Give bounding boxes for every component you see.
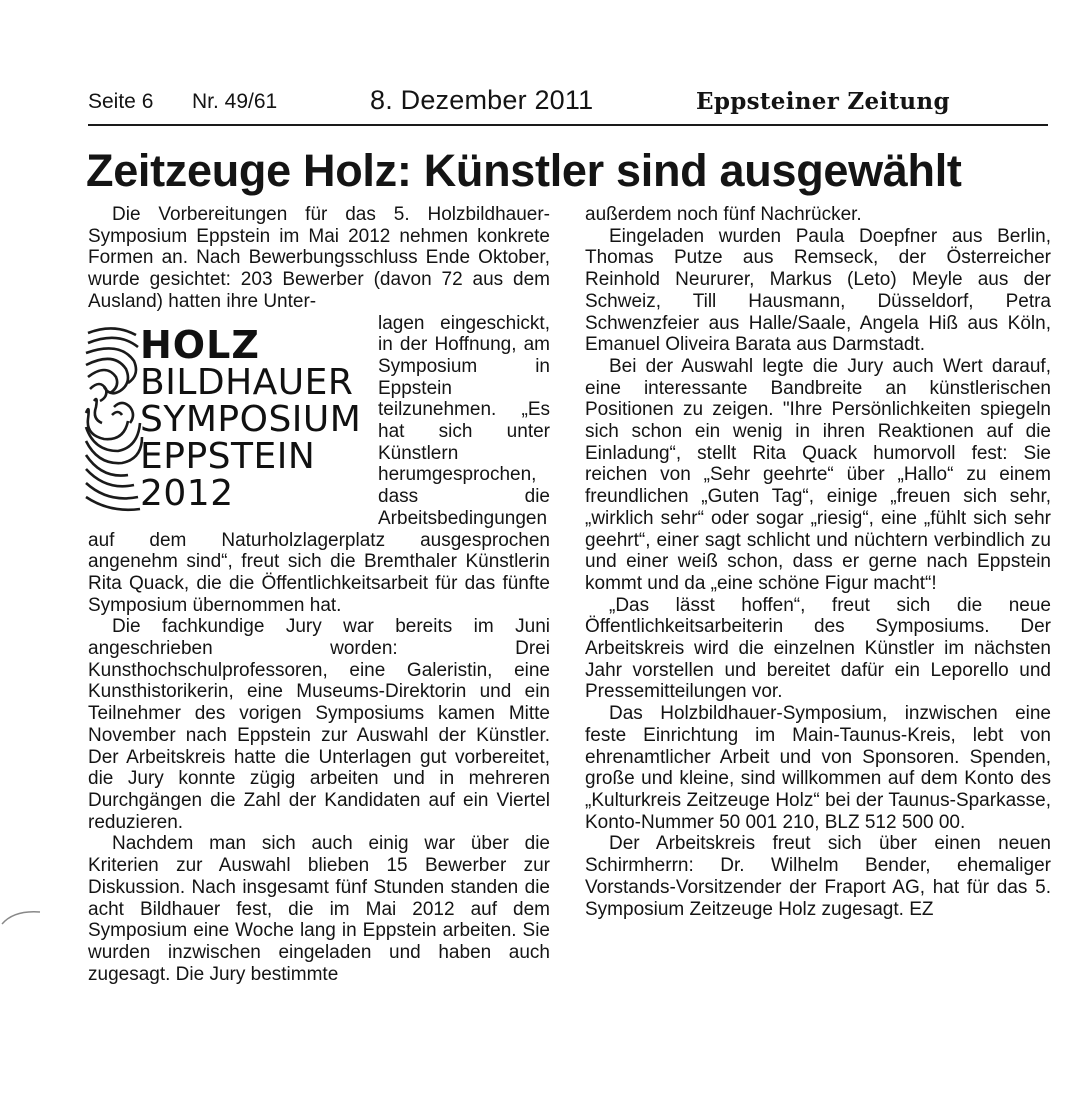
logo-line-year: 2012: [140, 472, 234, 514]
paragraph: Eingeladen wurden Paula Doepfner aus Berlin, Thomas Putze aus Remseck, der Österreicher Reinhold Neururer, Markus (Leto) Meyle aus der Schweiz, Till Hausmann, Düsseldorf, Petra Schwenzfeier aus Halle/Saale, Angela Hiß aus Köln, Emanuel Oliveira Barata aus Darmstadt.: [585, 225, 1051, 356]
paragraph: Nachdem man sich auch einig war über die Kriterien zur Auswahl blieben 15 Bewerber zur Diskussion. Nach insgesamt fünf Stunden standen die acht Bildhauer fest, die im Mai 2012 auf dem Symposium eine Woche lang in Eppstein arbeiten. Sie wurden inzwischen eingeladen und haben auch zugesagt. Die Jury bestimmte: [88, 833, 550, 985]
article-column-right: [585, 204, 1051, 920]
paragraph: Bei der Auswahl legte die Jury auch Wert darauf, eine interessante Bandbreite an künstlerischen Positionen zu zeigen. "Ihre Persönlichkeiten spiegeln sich schon ein wenig in ihren Reaktionen auf die Einladung“, stellt Rita Quack humorvoll fest: Sie reichen von „Sehr geehrte“ über „Hallo“ zu einem freundlichen „Guten Tag“, einige „freuen sich sehr, „wirklich sehr“ oder sogar „riesig“, eine „fühlt sich sehr geehrt“, einer sagt schlicht und nüchtern verbindlich zu und einer weiß schon, dass er gerne nach Eppstein kommt und da „eine schöne Figur macht“!: [585, 355, 1051, 594]
wood-grain-fingerprint-icon: [84, 323, 144, 513]
logo-line-eppstein: EPPSTEIN: [140, 435, 316, 477]
publication-date: 8. Dezember 2011: [370, 85, 594, 115]
header-rule: [88, 124, 1048, 126]
logo-line-holz: HOLZ: [140, 322, 260, 367]
paragraph: Der Arbeitskreis freut sich über einen neuen Schirmherrn: Dr. Wilhelm Bender, ehemaliger Vorstands-Vorsitzender der Fraport AG, hat für das 5. Symposium Zeitzeuge Holz zugesagt. EZ: [585, 833, 1051, 920]
headline: Zeitzeuge Holz: Künstler sind ausgewählt: [86, 145, 962, 196]
page-header: [88, 86, 1048, 126]
issue-number: Nr. 49/61: [192, 90, 278, 113]
paragraph: Die fachkundige Jury war bereits im Juni angeschrieben worden: Drei Kunsthochschulprofessoren, eine Galeristin, eine Kunsthistorikerin, eine Museums-Direktorin und ein Teilnehmer des vorigen Symposiums kamen Mitte November nach Eppstein zur Auswahl der Künstler. Der Arbeitskreis hatte die Unterlagen gut vorbereitet, die Jury konnte zügig arbeiten und in mehreren Durchgängen die Zahl der Kandidaten auf ein Viertel reduzieren.: [88, 616, 550, 833]
logo-line-bildhauer: BILDHAUER: [140, 361, 354, 403]
article-column-left: [88, 204, 550, 985]
logo-line-symposium: SYMPOSIUM: [140, 398, 362, 440]
symposium-logo: [84, 323, 366, 513]
newspaper-name: Eppsteiner Zeitung: [696, 88, 950, 115]
paragraph: „Das lässt hoffen“, freut sich die neue Öffentlichkeitsarbeiterin des Symposiums. Der Arbeitskreis wird die einzelnen Künstler im nächsten Jahr vorstellen und bereitet dafür ein Leporello und Pressemitteilungen vor.: [585, 594, 1051, 703]
page-number: Seite 6: [88, 90, 154, 113]
scan-mark: [0, 900, 45, 930]
paragraph: Die Vorbereitungen für das 5. Holzbildhauer-Symposium Eppstein im Mai 2012 nehmen konkrete Formen an. Nach Bewerbungsschluss Ende Oktober, wurde gesichtet: 203 Bewerber (davon 72 aus dem Ausland) hatten ihre Unter-: [88, 204, 550, 312]
paragraph: lagen eingeschickt, in der Hoffnung, am Symposium in Eppstein teilzunehmen. „Es hat sich unter Künstlern herumgesprochen, dass die Arbeitsbedingungen auf dem Naturholzlagerplatz ausgesprochen angenehm sind“, freut sich die Bremthaler Künstlerin Rita Quack, die die Öffentlichkeitsarbeit für das fünfte Symposium übernommen hat.: [88, 312, 550, 616]
paragraph: außerdem noch fünf Nachrücker.: [585, 204, 862, 225]
paragraph: Das Holzbildhauer-Symposium, inzwischen eine feste Einrichtung im Main-Taunus-Kreis, lebt von ehrenamtlicher Arbeit und von Sponsoren. Spenden, große und kleine, sind willkommen auf dem Konto des „Kulturkreis Zeitzeuge Holz“ bei der Taunus-Sparkasse, Konto-Nummer 50 001 210, BLZ 512 500 00.: [585, 703, 1051, 833]
